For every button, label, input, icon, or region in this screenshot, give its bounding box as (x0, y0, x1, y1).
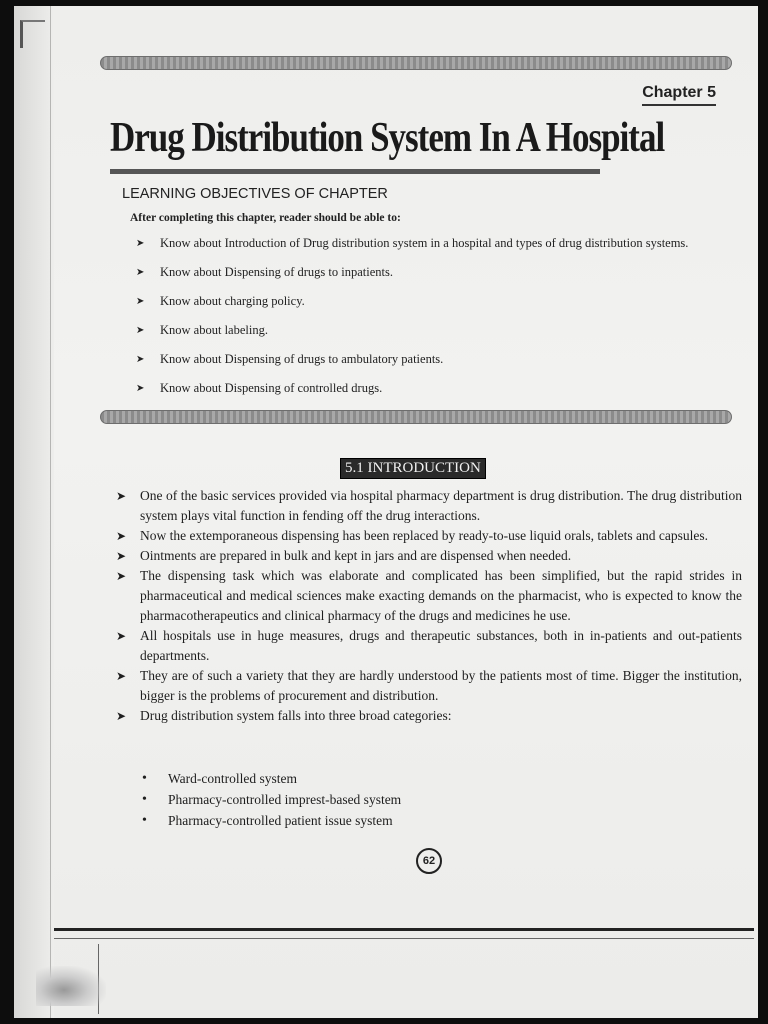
paragraph-text: The dispensing task which was elaborate and complicated has been simplified, but the rapid strides in pharmaceutical and medical sciences make exacting demands on the pharmacist, who is expected to know the pharmacotherapeutics and clinical pharmacy of the drugs and medicines he use. (140, 568, 742, 623)
introduction-paragraph (112, 626, 742, 666)
learning-objective-item (106, 377, 726, 400)
learning-objective-item (106, 319, 726, 342)
arrow-bullet-icon: ➤ (116, 669, 127, 683)
paragraph-text: Ointments are prepared in bulk and kept in jars and are dispensed when needed. (140, 548, 572, 563)
dot-bullet-icon: • (142, 771, 147, 786)
paragraph-text: Drug distribution system falls into three broad categories: (140, 708, 452, 723)
binding-mark (20, 20, 45, 48)
corner-smudge (36, 966, 106, 1006)
category-item (142, 768, 401, 789)
page-edge-shadow (14, 6, 54, 1018)
arrow-bullet-icon: ➤ (136, 267, 145, 278)
dot-bullet-icon: • (142, 813, 147, 828)
introduction-paragraph (112, 706, 742, 726)
learning-objectives-heading: LEARNING OBJECTIVES OF CHAPTER (122, 186, 388, 202)
paragraph-text: All hospitals use in huge measures, drugs and therapeutic substances, both in in-patients and out-patients departments. (140, 628, 742, 663)
learning-objectives-list (106, 232, 726, 400)
learning-objective-text: Know about Dispensing of drugs to ambulatory patients. (160, 352, 444, 366)
page-number: 62 (416, 848, 442, 874)
arrow-bullet-icon: ➤ (116, 549, 127, 563)
introduction-paragraph (112, 546, 742, 566)
chapter-label: Chapter 5 (642, 84, 716, 106)
arrow-bullet-icon: ➤ (136, 354, 145, 365)
arrow-bullet-icon: ➤ (136, 325, 145, 336)
learning-objective-text: Know about Dispensing of controlled drugs. (160, 381, 383, 395)
paragraph-text: They are of such a variety that they are hardly understood by the patients most of time. Bigger the institution, bigger is the problems of procurement and distribution. (140, 668, 742, 703)
learning-objective-item (106, 232, 726, 255)
document-page (14, 6, 758, 1018)
binding-margin-line (50, 6, 51, 1018)
category-text: Ward-controlled system (168, 771, 298, 786)
category-item (142, 810, 401, 831)
top-banner (100, 56, 732, 70)
introduction-list (112, 486, 742, 726)
category-text: Pharmacy-controlled imprest-based system (168, 792, 402, 807)
arrow-bullet-icon: ➤ (136, 383, 145, 394)
learning-objectives-intro: After completing this chapter, reader should be able to: (130, 212, 401, 224)
arrow-bullet-icon: ➤ (116, 489, 127, 503)
arrow-bullet-icon: ➤ (116, 709, 127, 723)
learning-objective-text: Know about Introduction of Drug distribution system in a hospital and types of drug distribution systems. (160, 236, 689, 250)
arrow-bullet-icon: ➤ (136, 238, 145, 249)
paragraph-text: Now the extemporaneous dispensing has been replaced by ready-to-use liquid orals, tablets and capsules. (140, 528, 708, 543)
chapter-title: Drug Distribution System In A Hospital (110, 114, 665, 161)
section-heading: 5.1 INTRODUCTION (340, 458, 486, 479)
introduction-paragraph (112, 526, 742, 546)
learning-objective-item (106, 261, 726, 284)
footer-rule-thin (54, 938, 754, 939)
arrow-bullet-icon: ➤ (116, 529, 127, 543)
categories-list (142, 768, 401, 831)
footer-rule (54, 928, 754, 931)
category-text: Pharmacy-controlled patient issue system (168, 813, 393, 828)
introduction-paragraph (112, 486, 742, 526)
bottom-banner (100, 410, 732, 424)
arrow-bullet-icon: ➤ (116, 629, 127, 643)
learning-objective-item (106, 290, 726, 313)
arrow-bullet-icon: ➤ (136, 296, 145, 307)
arrow-bullet-icon: ➤ (116, 569, 127, 583)
paragraph-text: One of the basic services provided via hospital pharmacy department is drug distribution. The drug distribution system plays vital function in fending off the drug interactions. (140, 488, 742, 523)
category-item (142, 789, 401, 810)
introduction-paragraph (112, 566, 742, 626)
learning-objective-text: Know about labeling. (160, 323, 268, 337)
learning-objective-text: Know about Dispensing of drugs to inpatients. (160, 265, 393, 279)
title-underline (110, 169, 600, 174)
learning-objective-text: Know about charging policy. (160, 294, 305, 308)
learning-objective-item (106, 348, 726, 371)
introduction-paragraph (112, 666, 742, 706)
learning-objectives-box (106, 186, 726, 406)
dot-bullet-icon: • (142, 792, 147, 807)
